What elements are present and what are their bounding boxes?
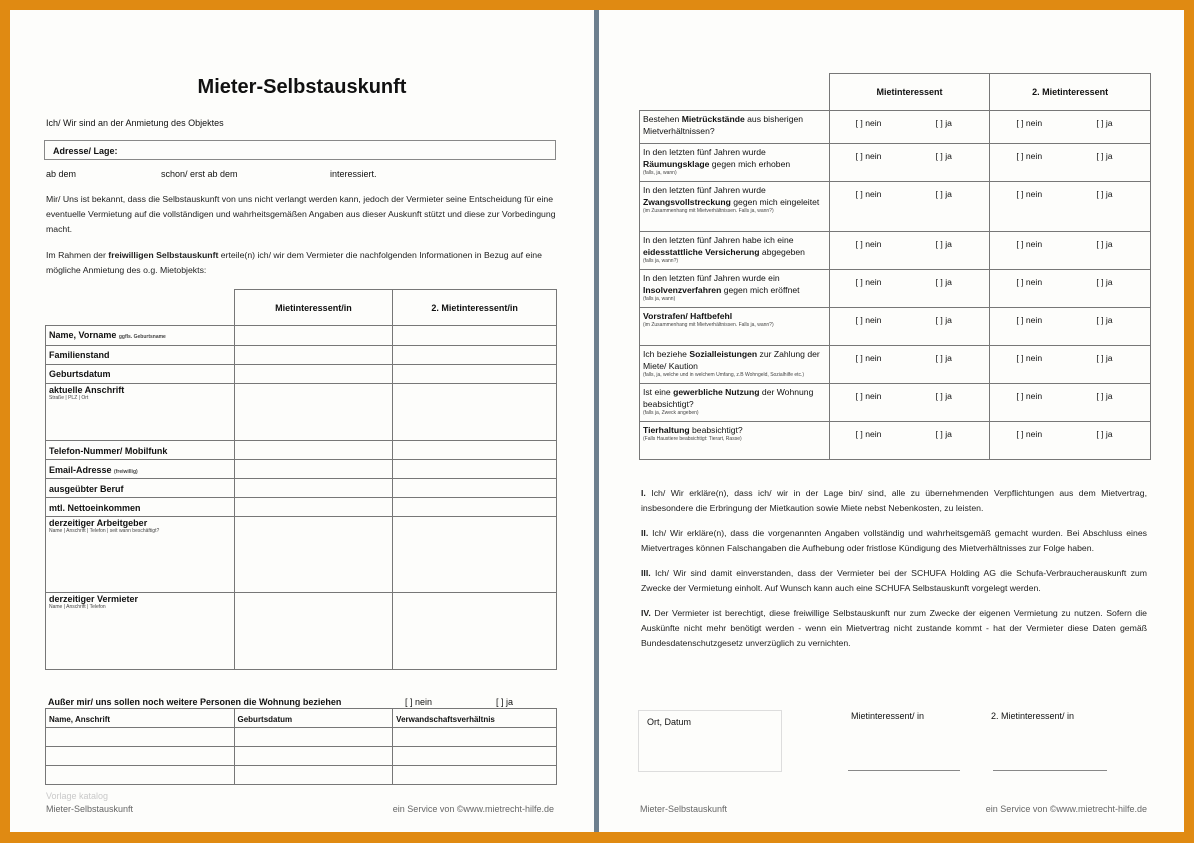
question-label: In den letzten fünf Jahren wurde Zwangsvollstreckung gegen mich eingeleitet (im Zusammenhang mit Mietverhältnissen. Falls ja, wann?)	[640, 182, 830, 232]
table-row: mtl. Nettoeinkommen	[46, 498, 557, 517]
nein-checkbox[interactable]: [ ] nein	[1016, 189, 1043, 199]
cell-input[interactable]	[393, 766, 557, 785]
nein-checkbox[interactable]: [ ] nein	[1016, 118, 1043, 128]
answer-cell	[829, 232, 990, 270]
answer-cell	[990, 144, 1151, 182]
table-row: Geburtsdatum	[46, 365, 557, 384]
questions-header-row	[640, 74, 1151, 111]
cell-input[interactable]	[393, 517, 557, 593]
nein-checkbox[interactable]: [ ] nein	[855, 118, 882, 128]
col-header-1: Mietinteressent	[829, 74, 990, 111]
cell-input[interactable]	[234, 441, 393, 460]
col-header-1: Mietinteressent/in	[234, 290, 393, 326]
ab-dem-label: ab dem	[46, 169, 77, 179]
nein-checkbox[interactable]: [ ] nein	[855, 239, 882, 249]
declarations	[641, 486, 1147, 661]
table-row: derzeitiger Vermieter Name | Anschrift | Telefon	[46, 593, 557, 670]
ja-checkbox[interactable]: [ ] ja	[935, 353, 952, 363]
declaration-paragraph: I. Ich/ Wir erkläre(n), dass ich/ wir in der Lage bin/ sind, alle zu übernehmenden Verpflichtungen aus dem Mietvertrag, insbesondere die Erbringung der Mietkaution sowie Miete nebst Nebenkosten, zu leisten.	[641, 488, 1148, 513]
answer-cell	[829, 111, 990, 144]
ja-checkbox[interactable]: [ ] ja	[935, 429, 952, 439]
col-header-2: 2. Mietinteressent/in	[393, 290, 557, 326]
answer-cell	[829, 422, 990, 460]
ja-checkbox[interactable]: [ ] ja	[1096, 239, 1113, 249]
ja-checkbox[interactable]: [ ] ja	[1096, 118, 1113, 128]
ja-checkbox[interactable]: [ ] ja	[935, 151, 952, 161]
footer-left: Mieter-Selbstauskunft	[46, 804, 134, 814]
footer-right: ein Service von ©www.mietrecht-hilfe.de	[985, 804, 1147, 814]
question-label: Tierhaltung beabsichtigt? (Falls Haustiere beabsichtigt: Tierart, Rasse)	[640, 422, 830, 460]
questions-table	[639, 73, 1151, 460]
persons-header-row: Name, Anschrift Geburtsdatum Verwandschaftsverhältnis	[46, 709, 557, 728]
cell-input[interactable]	[234, 460, 393, 479]
cell-input[interactable]	[234, 498, 393, 517]
address-field[interactable]	[44, 140, 556, 160]
table-row: ausgeübter Beruf	[46, 479, 557, 498]
answer-cell	[990, 270, 1151, 308]
question-row	[640, 422, 1151, 460]
cell-input[interactable]	[393, 747, 557, 766]
ja-checkbox[interactable]: [ ] ja	[935, 277, 952, 287]
nein-checkbox[interactable]: [ ] nein	[1016, 353, 1043, 363]
intro-text: Ich/ Wir sind an der Anmietung des Objektes	[46, 118, 224, 128]
question-row	[640, 232, 1151, 270]
answer-cell	[829, 144, 990, 182]
ja-checkbox[interactable]: [ ] ja	[1096, 277, 1113, 287]
question-row	[640, 182, 1151, 232]
table-row	[46, 728, 557, 747]
declaration-paragraph: IV. Der Vermieter ist berechtigt, diese freiwillige Selbstauskunft nur zum Zwecke der eigenen Vermietung zu nutzen. Sofern die Auskünfte nicht mehr benötigt werden - wenn ein Mietvertrag nicht zustande kommt - hat der Vermieter diese Daten gemäß Bundesdatenschutzgesetz unverzüglich zu vernichten.	[641, 608, 1147, 648]
table-row: Telefon-Nummer/ Mobilfunk	[46, 441, 557, 460]
cell-input[interactable]	[393, 326, 557, 346]
answer-cell	[990, 182, 1151, 232]
table-row: derzeitiger Arbeitgeber Name | Anschrift | Telefon | seit wann beschäftigt?	[46, 517, 557, 593]
cell-input[interactable]	[393, 384, 557, 441]
nein-checkbox[interactable]: [ ] nein	[1016, 429, 1043, 439]
table-row: Email-Adresse (freiwillig)	[46, 460, 557, 479]
cell-input[interactable]	[234, 384, 393, 441]
ort-datum-label: Ort, Datum	[647, 717, 692, 727]
cell-input[interactable]	[393, 346, 557, 365]
persons-table	[45, 708, 557, 785]
question-row	[640, 384, 1151, 422]
answer-cell	[990, 308, 1151, 346]
question-label: Bestehen Mietrückstände aus bisherigen Mietverhältnissen?	[640, 111, 830, 144]
cell-input[interactable]	[393, 365, 557, 384]
question-row	[640, 111, 1151, 144]
persons-nein-checkbox[interactable]: [ ] nein	[405, 697, 433, 707]
nein-checkbox[interactable]: [ ] nein	[855, 429, 882, 439]
table-header-row	[46, 290, 557, 326]
personal-data-table	[45, 289, 557, 670]
cell-input[interactable]	[234, 593, 393, 670]
answer-cell	[829, 308, 990, 346]
nein-checkbox[interactable]: [ ] nein	[855, 391, 882, 401]
question-label: In den letzten fünf Jahren habe ich eine eidesstattliche Versicherung abgegeben (falls ja, wann?)	[640, 232, 830, 270]
question-label: In den letzten fünf Jahren wurde ein Insolvenzverfahren gegen mich eröffnet (falls ja, wann)	[640, 270, 830, 308]
signature-2-line[interactable]	[993, 770, 1107, 771]
cell-input[interactable]	[234, 365, 393, 384]
cell-input[interactable]	[234, 747, 393, 766]
cell-input[interactable]	[234, 517, 393, 593]
schon-label: schon/ erst ab dem	[161, 169, 238, 179]
question-row	[640, 308, 1151, 346]
signature-2-label: 2. Mietinteressent/ in	[991, 711, 1075, 721]
nein-checkbox[interactable]: [ ] nein	[1016, 277, 1043, 287]
cell-input[interactable]	[46, 766, 235, 785]
declaration-paragraph: II. Ich/ Wir erkläre(n), dass die vorgenannten Angaben vollständig und wahrheitsgemäß gemacht wurden. Bei Abschluss eines Mietvertrages können Falschangaben die Aufhebung oder fristlose Kündigung des Mietverhältnisses zur Folge haben.	[641, 528, 1147, 553]
nein-checkbox[interactable]: [ ] nein	[1016, 151, 1043, 161]
watermark: Vorlage katalog	[46, 791, 109, 801]
nein-checkbox[interactable]: [ ] nein	[855, 277, 882, 287]
cell-input[interactable]	[234, 479, 393, 498]
ja-checkbox[interactable]: [ ] ja	[935, 391, 952, 401]
table-row	[46, 766, 557, 785]
ja-checkbox[interactable]: [ ] ja	[1096, 315, 1113, 325]
question-label: Vorstrafen/ Haftbefehl (im Zusammenhang mit Mietverhältnissen. Falls ja, wann?)	[640, 308, 830, 346]
signature-1-label: Mietinteressent/ in	[851, 711, 925, 721]
ja-checkbox[interactable]: [ ] ja	[1096, 391, 1113, 401]
paragraph-1: Mir/ Uns ist bekannt, dass die Selbstauskunft von uns nicht verlangt werden kann, jedoch der Vermieter seine Entscheidung für eine eventuelle Vermietung auf die vollständigen und wahrheitsgemäßen Angaben aus dieser Auskunft stützt und diese zur Vorbedingung macht.	[46, 194, 556, 234]
nein-checkbox[interactable]: [ ] nein	[855, 151, 882, 161]
answer-cell	[829, 182, 990, 232]
question-row	[640, 144, 1151, 182]
question-row	[640, 346, 1151, 384]
nein-checkbox[interactable]: [ ] nein	[1016, 391, 1043, 401]
cell-input[interactable]	[234, 728, 393, 747]
form-page-left	[10, 10, 594, 832]
cell-input[interactable]	[393, 441, 557, 460]
form-page-right	[599, 10, 1184, 832]
cell-input[interactable]	[46, 747, 235, 766]
ort-datum-field[interactable]	[638, 710, 782, 772]
answer-cell	[829, 270, 990, 308]
persons-question: Außer mir/ uns sollen noch weitere Personen die Wohnung beziehen	[48, 697, 342, 707]
cell-input[interactable]	[234, 326, 393, 346]
paragraph-2: Im Rahmen der freiwilligen Selbstauskunft erteile(n) ich/ wir dem Vermieter die nachfolgenden Informationen in Bezug auf eine mögliche Anmietung des o.g. Mietobjekts:	[46, 250, 542, 275]
cell-input[interactable]	[393, 479, 557, 498]
answer-cell	[990, 346, 1151, 384]
table-row: aktuelle Anschrift Straße | PLZ | Ort	[46, 384, 557, 441]
nein-checkbox[interactable]: [ ] nein	[855, 353, 882, 363]
cell-input[interactable]	[234, 766, 393, 785]
footer-left: Mieter-Selbstauskunft	[640, 804, 728, 814]
question-label: Ich beziehe Sozialleistungen zur Zahlung der Miete/ Kaution (falls, ja, welche und in welchem Umfang, z.B Wohngeld, Sozialhilfe etc.)	[640, 346, 830, 384]
table-row: Familienstand	[46, 346, 557, 365]
declaration-paragraph: III. Ich/ Wir sind damit einverstanden, dass der Vermieter bei der SCHUFA Holding AG die Schufa-Verbraucherauskunft zum Zwecke der Vermietung einholt. Auf Wunsch kann auch eine SCHUFA Selbstauskunft vorgelegt werden.	[641, 568, 1147, 593]
question-row	[640, 270, 1151, 308]
cell-input[interactable]	[46, 728, 235, 747]
signature-1-line[interactable]	[848, 770, 960, 771]
table-row	[46, 747, 557, 766]
page-title: Mieter-Selbstauskunft	[197, 76, 407, 98]
cell-input[interactable]	[393, 498, 557, 517]
address-label: Adresse/ Lage:	[53, 146, 118, 156]
question-label: Ist eine gewerbliche Nutzung der Wohnung beabsichtigt? (falls ja, Zweck angeben)	[640, 384, 830, 422]
answer-cell	[990, 111, 1151, 144]
answer-cell	[990, 422, 1151, 460]
answer-cell	[990, 232, 1151, 270]
answer-cell	[829, 346, 990, 384]
table-row: Name, Vorname ggfls. Geburtsname	[46, 326, 557, 346]
cell-input[interactable]	[393, 728, 557, 747]
cell-input[interactable]	[393, 593, 557, 670]
question-label: In den letzten fünf Jahren wurde Räumungsklage gegen mich erhoben (falls, ja, wann)	[640, 144, 830, 182]
ja-checkbox[interactable]: [ ] ja	[1096, 151, 1113, 161]
ja-checkbox[interactable]: [ ] ja	[1096, 189, 1113, 199]
footer-right: ein Service von ©www.mietrecht-hilfe.de	[392, 804, 554, 814]
interessiert-label: interessiert.	[330, 169, 377, 179]
ja-checkbox[interactable]: [ ] ja	[1096, 429, 1113, 439]
nein-checkbox[interactable]: [ ] nein	[1016, 239, 1043, 249]
nein-checkbox[interactable]: [ ] nein	[1016, 315, 1043, 325]
nein-checkbox[interactable]: [ ] nein	[855, 315, 882, 325]
answer-cell	[829, 384, 990, 422]
ja-checkbox[interactable]: [ ] ja	[935, 315, 952, 325]
cell-input[interactable]	[234, 346, 393, 365]
cell-input[interactable]	[393, 460, 557, 479]
ja-checkbox[interactable]: [ ] ja	[935, 118, 952, 128]
ja-checkbox[interactable]: [ ] ja	[1096, 353, 1113, 363]
ja-checkbox[interactable]: [ ] ja	[935, 189, 952, 199]
nein-checkbox[interactable]: [ ] nein	[855, 189, 882, 199]
answer-cell	[990, 384, 1151, 422]
ja-checkbox[interactable]: [ ] ja	[935, 239, 952, 249]
persons-ja-checkbox[interactable]: [ ] ja	[496, 697, 514, 707]
col-header-2: 2. Mietinteressent	[990, 74, 1151, 111]
